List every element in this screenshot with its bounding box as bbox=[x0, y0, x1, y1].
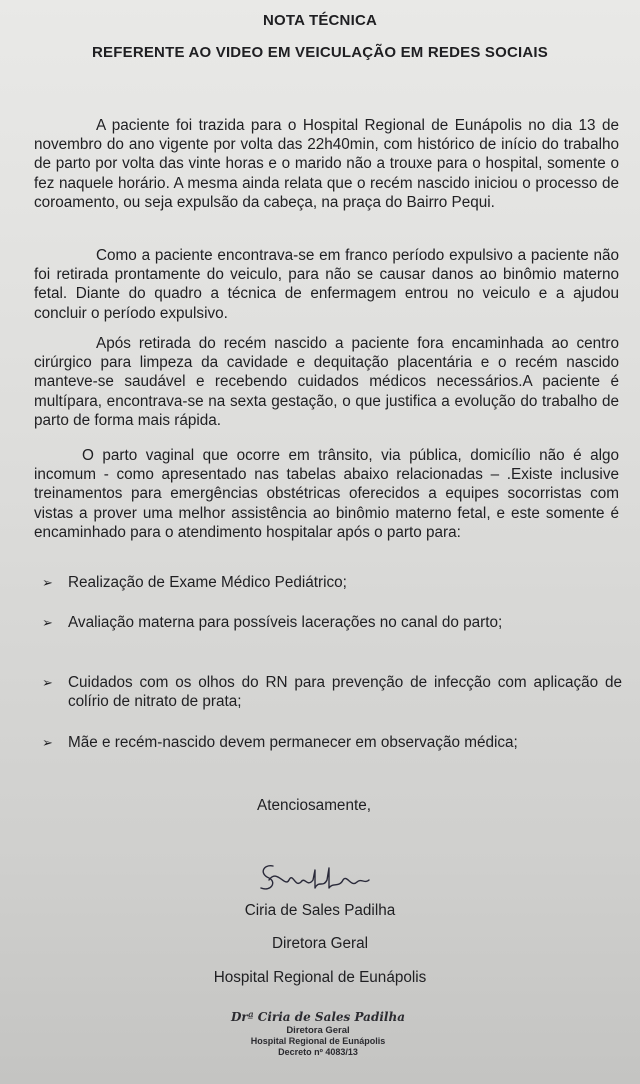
list-item bbox=[42, 573, 622, 592]
official-stamp bbox=[228, 1010, 408, 1058]
stamp-name: Drª Ciria de Sales Padilha bbox=[231, 1010, 405, 1024]
list-item-text: Avaliação materna para possíveis lacerações no canal do parto; bbox=[68, 614, 503, 631]
list-item-text: Mãe e recém-nascido devem permanecer em observação médica; bbox=[68, 734, 518, 751]
list-item bbox=[42, 673, 622, 711]
signatory-name: Ciria de Sales Padilha bbox=[244, 902, 396, 919]
list-item bbox=[42, 613, 622, 632]
arrow-bullet-icon: ➢ bbox=[42, 735, 53, 750]
arrow-bullet-icon: ➢ bbox=[42, 675, 53, 690]
document-title: NOTA TÉCNICA bbox=[262, 12, 378, 29]
list-item-text: Realização de Exame Médico Pediátrico; bbox=[68, 574, 347, 591]
stamp-decree: Decreto nº 4083/13 bbox=[278, 1047, 358, 1057]
paragraph-1: A paciente foi trazida para o Hospital Regional de Eunápolis no dia 13 de novembro do ano vigente por volta das 22h40min, com histórico de início do trabalho de parto por volta das vinte horas e o marido não a trouxe para o hospital, somente o fez naquele horário. A mesma ainda relata que o recém nascido iniciou o processo de coroamento, ou seja expulsão da cabeça, na praça do Bairro Pequi. bbox=[34, 117, 619, 211]
closing-salutation: Atenciosamente, bbox=[257, 797, 371, 814]
paragraph-3: Após retirada do recém nascido a paciente fora encaminhada ao centro cirúrgico para limpeza da cavidade e dequitação placentária e o recém nascido manteve-se saudável e recebendo cuidados médicos necessários.A paciente é multípara, encontrava-se na sexta gestação, o que justifica a evolução do trabalho de parto de forma mais rápida. bbox=[34, 335, 619, 429]
list-item bbox=[42, 733, 622, 752]
arrow-bullet-icon: ➢ bbox=[42, 615, 53, 630]
handwritten-signature bbox=[255, 858, 375, 898]
paragraph-4: O parto vaginal que ocorre em trânsito, via pública, domicílio não é algo incomum - como apresentado nas tabelas abaixo relacionadas – .Existe inclusive treinamentos para emergências obstétricas oferecidos a equipes socorristas com vistas a prover uma melhor assistência ao binômio materno fetal, e este somente é encaminhado para o atendimento hospitalar após o parto para: bbox=[34, 447, 619, 541]
list-item-text: Cuidados com os olhos do RN para prevenção de infecção com aplicação de colírio de nitrato de prata; bbox=[68, 674, 622, 711]
arrow-bullet-icon: ➢ bbox=[42, 575, 53, 590]
stamp-hospital: Hospital Regional de Eunápolis bbox=[250, 1036, 386, 1046]
paragraph-2: Como a paciente encontrava-se em franco período expulsivo a paciente não foi retirada prontamente do veiculo, para não se causar danos ao binômio materno fetal. Diante do quadro a técnica de enfermagem entrou no veiculo e a ajudou concluir o período expulsivo. bbox=[34, 247, 619, 322]
hospital-name: Hospital Regional de Eunápolis bbox=[213, 969, 427, 986]
document-subtitle: REFERENTE AO VIDEO EM VEICULAÇÃO EM REDES SOCIAIS bbox=[92, 44, 548, 61]
stamp-role: Diretora Geral bbox=[286, 1025, 350, 1036]
signatory-role: Diretora Geral bbox=[271, 935, 369, 952]
